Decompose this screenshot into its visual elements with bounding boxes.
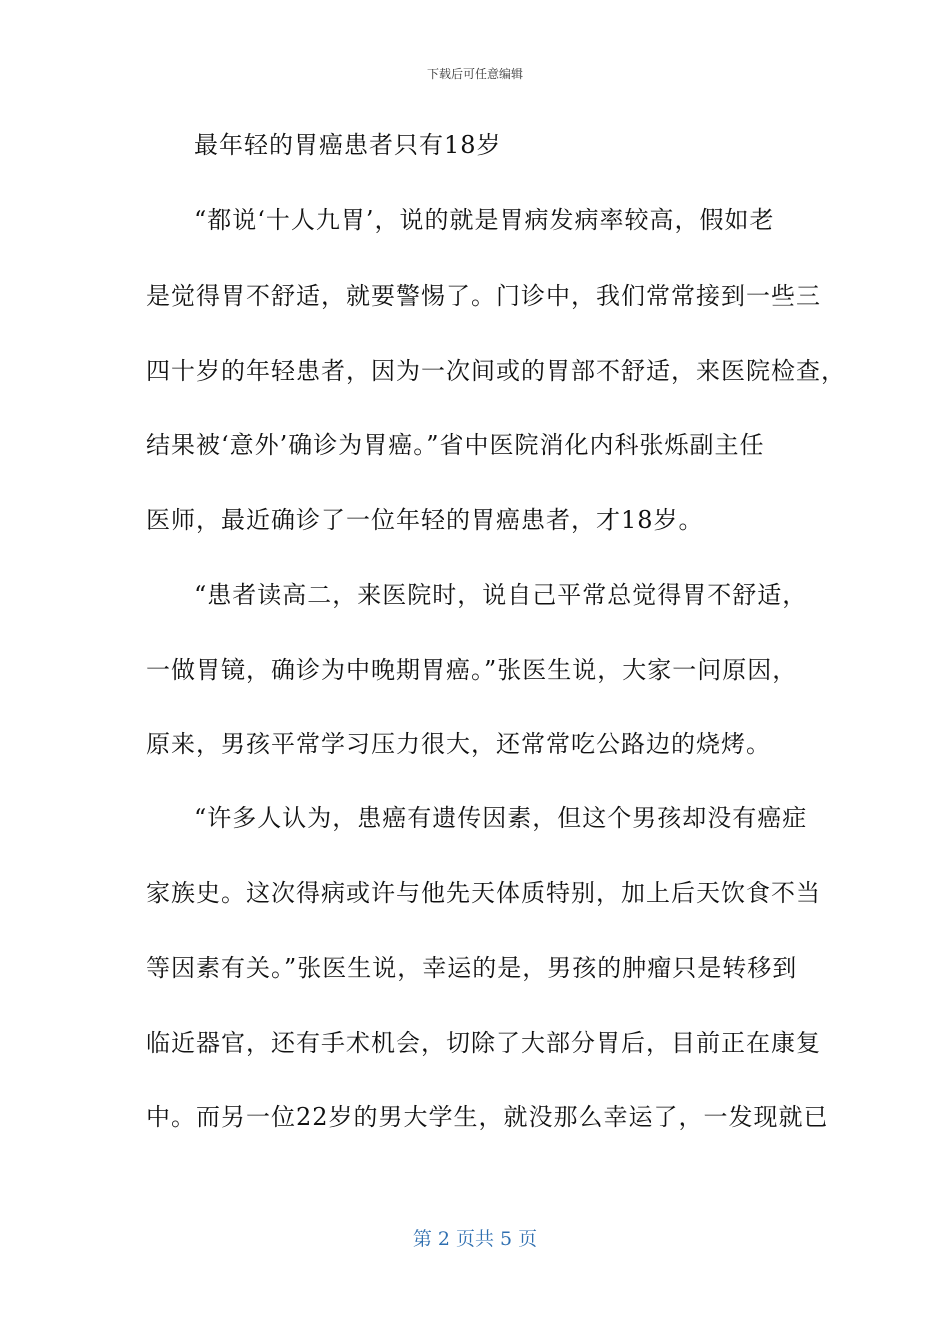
paragraph-line: 等因素有关。”张医生说，幸运的是，男孩的肿瘤只是转移到 <box>146 954 798 982</box>
paragraph-line: “患者读高二，来医院时，说自己平常总觉得胃不舒适， <box>194 581 808 609</box>
page-number-footer <box>0 1226 950 1252</box>
paragraph-line: 结果被‘意外’确诊为胃癌。”省中医院消化内科张烁副主任 <box>146 431 765 459</box>
paragraph-line: 是觉得胃不舒适，就要警惕了。门诊中，我们常常接到一些三 <box>146 282 821 310</box>
paragraph-line: 原来，男孩平常学习压力很大，还常常吃公路边的烧烤。 <box>146 730 771 758</box>
page-number-label: 第 2 页共 5 页 <box>412 1228 538 1250</box>
page-header-note: 下载后可任意编辑 <box>426 67 523 81</box>
paragraph-line: 家族史。这次得病或许与他先天体质特别，加上后天饮食不当 <box>146 879 821 907</box>
paragraph-line: “许多人认为，患癌有遗传因素，但这个男孩却没有癌症 <box>194 804 808 832</box>
paragraph-line: 临近器官，还有手术机会，切除了大部分胃后，目前正在康复 <box>146 1029 821 1057</box>
paragraph-line: 一做胃镜，确诊为中晚期胃癌。”张医生说，大家一问原因， <box>146 656 798 684</box>
paragraph-line: 中。而另一位22岁的男大学生，就没那么幸运了，一发现就已 <box>146 1103 829 1131</box>
article-title-line: 最年轻的胃癌患者只有18岁 <box>194 131 502 159</box>
paragraph-line: 医师，最近确诊了一位年轻的胃癌患者，才18岁。 <box>146 506 704 534</box>
paragraph-line: “都说‘十人九胃’，说的就是胃病发病率较高，假如老 <box>194 206 775 234</box>
paragraph-line: 四十岁的年轻患者，因为一次间或的胃部不舒适，来医院检查， <box>146 357 846 385</box>
